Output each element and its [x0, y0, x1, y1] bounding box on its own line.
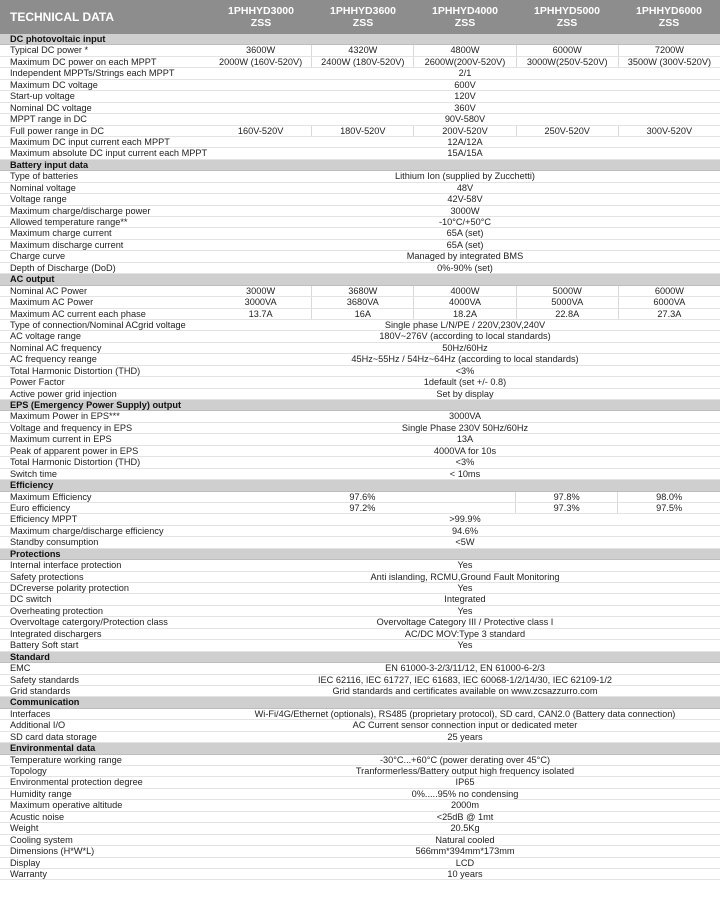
spec-value: 120V — [454, 91, 476, 102]
spec-label: Environmental protection degree — [10, 777, 143, 788]
spec-value: Managed by integrated BMS — [406, 251, 524, 262]
spec-label: Temperature working range — [10, 754, 122, 765]
model-column-header: 1PHHYD4000 ZSS — [432, 5, 498, 29]
spec-label: Nominal AC Power — [10, 285, 88, 296]
spec-value: 4000W — [413, 286, 515, 296]
spec-row — [0, 389, 720, 400]
spec-label: Maximum Power in EPS*** — [10, 411, 120, 422]
spec-row — [0, 606, 720, 617]
spec-label: EMC — [10, 663, 31, 674]
spec-row — [0, 366, 720, 377]
model-column-header: 1PHHYD6000 ZSS — [636, 5, 702, 29]
spec-row — [0, 263, 720, 274]
spec-value: 3680VA — [311, 297, 413, 307]
spec-label: DCreverse polarity protection — [10, 583, 129, 593]
section-title: Environmental data — [10, 743, 96, 754]
spec-value: Grid standards and certificates available on www.zcsazzurro.com — [332, 685, 598, 696]
section-header — [0, 480, 720, 491]
spec-value: 3000VA — [448, 411, 481, 422]
spec-value: -10°C/+50°C — [438, 217, 492, 227]
spec-row — [0, 57, 720, 68]
section-header — [0, 743, 720, 754]
model-column-header: 1PHHYD5000 ZSS — [534, 5, 600, 29]
spec-row — [0, 68, 720, 79]
spec-value: 48V — [456, 182, 474, 193]
spec-label: Safety protections — [10, 571, 84, 582]
spec-row — [0, 343, 720, 354]
spec-row — [0, 183, 720, 194]
spec-row — [0, 777, 720, 788]
spec-value: 3000VA — [244, 297, 277, 308]
spec-row — [0, 377, 720, 388]
spec-label: Allowed temperature range** — [10, 217, 128, 227]
spec-row — [0, 297, 720, 308]
section-title: AC output — [10, 274, 55, 285]
spec-value: -30°C...+60°C (power derating over 45°C) — [379, 754, 551, 765]
spec-label: Active power grid injection — [10, 388, 117, 399]
spec-row — [0, 503, 720, 514]
spec-label: Warranty — [10, 868, 47, 879]
spec-value: 22.8A — [516, 309, 618, 319]
spec-label: Independent MPPTs/Strings each MPPT — [10, 68, 175, 79]
table-header — [0, 0, 720, 34]
spec-value: 3600W — [246, 45, 276, 56]
spec-value: Anti islanding, RCMU,Ground Fault Monitoring — [370, 571, 560, 582]
spec-value: 2600W(200V-520V) — [413, 57, 515, 67]
spec-row — [0, 663, 720, 674]
spec-label: Standby consumption — [10, 537, 99, 548]
section-title: Battery input data — [10, 159, 89, 170]
spec-label: Maximum charge/discharge efficiency — [10, 525, 164, 536]
spec-row — [0, 812, 720, 823]
spec-label: Weight — [10, 823, 39, 834]
spec-value: 98.0% — [617, 492, 720, 502]
spec-row — [0, 800, 720, 811]
spec-value: IEC 62116, IEC 61727, IEC 61683, IEC 60068-1/2/14/30, IEC 62109-1/2 — [317, 674, 613, 685]
spec-value: 25 years — [447, 731, 483, 742]
spec-table-body — [0, 34, 720, 880]
spec-value: 1default (set +/- 0.8) — [423, 377, 507, 388]
section-header — [0, 549, 720, 560]
spec-label: Acustic noise — [10, 811, 65, 822]
spec-value: 7200W — [618, 45, 720, 55]
spec-value: 3680W — [311, 286, 413, 296]
spec-row — [0, 514, 720, 525]
section-title: Communication — [10, 697, 80, 708]
spec-value: 360V — [454, 102, 476, 113]
spec-value: 300V-520V — [618, 126, 720, 136]
spec-row — [0, 594, 720, 605]
spec-label: Type of connection/Nominal ACgrid voltage — [10, 319, 186, 330]
spec-value: 12A/12A — [447, 136, 483, 147]
section-header — [0, 652, 720, 663]
section-header — [0, 274, 720, 285]
spec-value: 4000VA — [413, 297, 515, 307]
spec-row — [0, 526, 720, 537]
spec-label: Maximum AC current each phase — [10, 308, 146, 319]
spec-row — [0, 45, 720, 56]
spec-value: 50Hz/60Hz — [442, 342, 488, 353]
spec-label: Efficiency MPPT — [10, 514, 78, 525]
spec-label: Start-up voltage — [10, 91, 75, 102]
spec-label: Maximum charge current — [10, 228, 112, 239]
spec-row — [0, 492, 720, 503]
spec-value: 27.3A — [618, 309, 720, 319]
spec-value: Overvoltage Category III / Protective class I — [376, 617, 554, 628]
spec-row — [0, 583, 720, 594]
spec-value: 566mm*394mm*173mm — [415, 846, 515, 857]
spec-row — [0, 469, 720, 480]
spec-label: Maximum charge/discharge power — [10, 205, 151, 216]
spec-value: 97.2% — [349, 502, 376, 513]
spec-row — [0, 537, 720, 548]
spec-value: Natural cooled — [435, 834, 495, 845]
spec-label: Grid standards — [10, 685, 71, 696]
spec-value: < 10ms — [449, 468, 481, 479]
section-header — [0, 697, 720, 708]
spec-value: EN 61000-3-2/3/11/12, EN 61000-6-2/3 — [385, 663, 545, 674]
spec-row — [0, 331, 720, 342]
spec-value: 97.6% — [349, 491, 376, 502]
spec-value: Yes — [457, 605, 473, 616]
spec-row — [0, 732, 720, 743]
spec-row — [0, 835, 720, 846]
spec-label: Maximum absolute DC input current each MPPT — [10, 148, 208, 159]
spec-label: Maximum DC power on each MPPT — [10, 56, 157, 67]
spec-row — [0, 617, 720, 628]
spec-row — [0, 80, 720, 91]
spec-label: Maximum current in EPS — [10, 434, 112, 445]
spec-row — [0, 126, 720, 137]
spec-row — [0, 91, 720, 102]
spec-label: Switch time — [10, 468, 57, 479]
spec-row — [0, 446, 720, 457]
model-column-header: 1PHHYD3600 ZSS — [330, 5, 396, 29]
spec-value: 4320W — [311, 45, 413, 55]
spec-value: <3% — [455, 457, 475, 468]
spec-row — [0, 823, 720, 834]
spec-value: 45Hz~55Hz / 54Hz~64Hz (according to local standards) — [351, 354, 579, 365]
spec-label: SD card data storage — [10, 731, 97, 742]
spec-label: Additional I/O — [10, 720, 66, 731]
spec-row — [0, 457, 720, 468]
spec-label: Maximum discharge current — [10, 239, 124, 250]
spec-label: Integrated dischargers — [10, 628, 102, 639]
model-column-header: 1PHHYD3000 ZSS — [228, 5, 294, 29]
spec-value: 3000W — [246, 285, 276, 296]
spec-label: DC switch — [10, 594, 52, 605]
spec-value: 0%.....95% no condensing — [411, 788, 519, 799]
spec-value: 3500W (300V-520V) — [618, 57, 720, 67]
section-title: Protections — [10, 548, 61, 559]
spec-value: >99.9% — [449, 514, 481, 525]
spec-label: Maximum operative altitude — [10, 800, 123, 811]
spec-row — [0, 869, 720, 880]
spec-value: 5000W — [516, 286, 618, 296]
spec-row — [0, 846, 720, 857]
spec-label: Charge curve — [10, 251, 66, 262]
section-title: EPS (Emergency Power Supply) output — [10, 400, 182, 410]
spec-label: Overheating protection — [10, 605, 103, 616]
spec-label: Typical DC power * — [10, 45, 89, 56]
spec-row — [0, 709, 720, 720]
spec-value: 6000W — [516, 45, 618, 55]
spec-value: Yes — [457, 640, 473, 651]
spec-label: Internal interface protection — [10, 560, 122, 571]
spec-value: <5W — [455, 537, 475, 548]
spec-row — [0, 354, 720, 365]
section-header — [0, 400, 720, 411]
spec-value: Yes — [457, 583, 473, 593]
spec-row — [0, 755, 720, 766]
spec-label: Interfaces — [10, 708, 51, 719]
spec-label: Full power range in DC — [10, 125, 104, 136]
spec-value: 97.3% — [515, 503, 618, 513]
spec-row — [0, 251, 720, 262]
spec-value: 18.2A — [413, 309, 515, 319]
section-title: DC photovoltaic input — [10, 34, 106, 44]
spec-row — [0, 640, 720, 651]
spec-row — [0, 309, 720, 320]
spec-value: 2400W (180V-520V) — [311, 57, 413, 67]
spec-value: 13A — [456, 434, 474, 445]
spec-value: 3000W — [450, 205, 480, 216]
spec-value: 10 years — [447, 868, 483, 879]
spec-value: Tranformerless/Battery output high frequency isolated — [355, 766, 575, 776]
spec-row — [0, 286, 720, 297]
spec-label: Nominal voltage — [10, 182, 76, 193]
spec-value: 250V-520V — [516, 126, 618, 136]
spec-label: Voltage and frequency in EPS — [10, 422, 133, 433]
spec-label: Maximum DC voltage — [10, 79, 98, 90]
spec-label: Cooling system — [10, 834, 73, 845]
spec-label: Power Factor — [10, 377, 65, 388]
spec-value: 42V-58V — [447, 194, 483, 205]
spec-value: AC Current sensor connection input or dedicated meter — [352, 720, 578, 731]
spec-row — [0, 423, 720, 434]
spec-value: Lithium Ion (supplied by Zucchetti) — [395, 171, 535, 182]
spec-label: Maximum Efficiency — [10, 491, 92, 502]
spec-row — [0, 411, 720, 422]
spec-row — [0, 675, 720, 686]
spec-label: Display — [10, 857, 41, 868]
spec-label: Depth of Discharge (DoD) — [10, 262, 116, 273]
spec-label: Topology — [10, 766, 47, 776]
spec-value: 2/1 — [458, 68, 472, 79]
spec-row — [0, 114, 720, 125]
spec-value: Single phase L/N/PE / 220V,230V,240V — [384, 319, 546, 330]
spec-value: 5000VA — [516, 297, 618, 307]
spec-value: 3000W(250V-520V) — [516, 57, 618, 67]
spec-value: 2000m — [450, 800, 480, 811]
spec-value: Single Phase 230V 50Hz/60Hz — [401, 422, 529, 433]
spec-row — [0, 789, 720, 800]
spec-row — [0, 171, 720, 182]
spec-row — [0, 720, 720, 731]
spec-value: 97.8% — [515, 492, 618, 502]
spec-row — [0, 560, 720, 571]
section-title: Efficiency — [10, 480, 54, 491]
spec-label: Peak of apparent power in EPS — [10, 445, 139, 456]
spec-value: <25dB @ 1mt — [436, 811, 494, 822]
spec-label: Total Harmonic Distortion (THD) — [10, 457, 141, 468]
spec-label: Overvoltage catergory/Protection class — [10, 617, 168, 628]
spec-value: AC/DC MOV:Type 3 standard — [404, 628, 526, 639]
spec-value: 180V~276V (according to local standards) — [379, 331, 551, 342]
spec-value: 160V-520V — [237, 125, 284, 136]
spec-value: 0%-90% (set) — [437, 262, 493, 273]
spec-label: Type of batteries — [10, 171, 78, 182]
spec-row — [0, 320, 720, 331]
spec-value: Integrated — [444, 594, 486, 605]
spec-value: 97.5% — [617, 503, 720, 513]
spec-value: IP65 — [455, 777, 475, 788]
spec-row — [0, 103, 720, 114]
spec-value: 4000VA for 10s — [433, 445, 497, 456]
spec-row — [0, 686, 720, 697]
spec-value: Set by display — [436, 388, 494, 399]
spec-label: Maximum DC input current each MPPT — [10, 136, 170, 147]
table-title: TECHNICAL DATA — [10, 10, 114, 24]
spec-value: 65A (set) — [446, 228, 484, 239]
spec-value: Wi-Fi/4G/Ethernet (optionals), RS485 (proprietary protocol), SD card, CAN2.0 (Battery data connection) — [254, 708, 676, 719]
spec-label: Dimensions (H*W*L) — [10, 846, 95, 857]
spec-value: 200V-520V — [413, 126, 515, 136]
spec-label: Nominal DC voltage — [10, 102, 92, 113]
spec-value: 15A/15A — [447, 148, 483, 159]
spec-label: Voltage range — [10, 194, 67, 205]
spec-label: AC voltage range — [10, 331, 81, 342]
spec-label: Total Harmonic Distortion (THD) — [10, 365, 141, 376]
spec-label: Nominal AC frequency — [10, 342, 102, 353]
spec-label: Maximum AC Power — [10, 297, 94, 308]
spec-row — [0, 572, 720, 583]
spec-row — [0, 206, 720, 217]
spec-value: 6000VA — [618, 297, 720, 307]
spec-row — [0, 240, 720, 251]
spec-row — [0, 228, 720, 239]
spec-row — [0, 858, 720, 869]
spec-row — [0, 137, 720, 148]
spec-value: 16A — [311, 309, 413, 319]
spec-value: LCD — [455, 857, 475, 868]
spec-value: 65A (set) — [446, 239, 484, 250]
spec-value: 94.6% — [451, 525, 479, 536]
spec-value: 180V-520V — [311, 126, 413, 136]
spec-label: AC frequency reange — [10, 354, 97, 365]
spec-value: 90V-580V — [444, 114, 486, 125]
spec-row — [0, 148, 720, 159]
spec-row — [0, 766, 720, 777]
spec-label: Battery Soft start — [10, 640, 79, 651]
spec-row — [0, 629, 720, 640]
spec-label: Humidity range — [10, 788, 72, 799]
spec-value: 13.7A — [248, 308, 273, 319]
spec-value: 20.5Kg — [450, 823, 480, 834]
spec-value: 6000W — [618, 286, 720, 296]
spec-value: 600V — [454, 79, 476, 90]
spec-value: 4800W — [413, 45, 515, 55]
section-header — [0, 34, 720, 45]
section-header — [0, 160, 720, 171]
spec-label: MPPT range in DC — [10, 114, 87, 125]
spec-value: <3% — [455, 365, 475, 376]
spec-row — [0, 434, 720, 445]
spec-row — [0, 194, 720, 205]
spec-value: 2000W (160V-520V) — [218, 56, 303, 67]
spec-value: Yes — [457, 560, 473, 571]
section-title: Standard — [10, 651, 50, 662]
spec-label: Safety standards — [10, 674, 79, 685]
spec-row — [0, 217, 720, 228]
spec-label: Euro efficiency — [10, 502, 71, 513]
